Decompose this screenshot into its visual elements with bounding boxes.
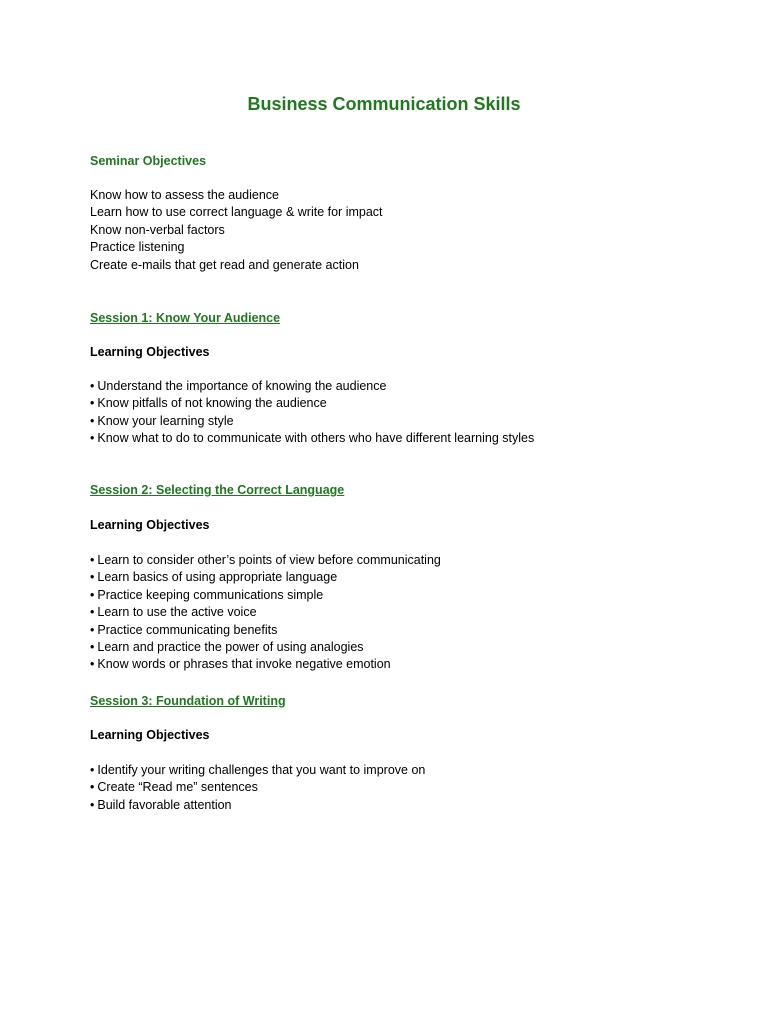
bullet-icon: • xyxy=(90,640,95,655)
bullet-text: Learn to use the active voice xyxy=(97,605,257,620)
session-3-heading-link[interactable]: Session 3: Foundation of Writing xyxy=(90,694,286,708)
session-3-section xyxy=(90,693,730,710)
learning-objectives-heading: Learning Objectives xyxy=(90,518,210,532)
bullet-item xyxy=(90,378,730,395)
session-2-heading-link[interactable]: Session 2: Selecting the Correct Language xyxy=(90,483,345,497)
bullet-text: Know what to do to communicate with others who have different learning styles xyxy=(97,431,535,446)
bullet-text: Identify your writing challenges that you want to improve on xyxy=(97,763,426,777)
learning-objectives-heading: Learning Objectives xyxy=(90,728,210,742)
session-2-section xyxy=(90,482,730,499)
session-3-list xyxy=(90,762,730,814)
bullet-icon: • xyxy=(90,413,95,428)
bullet-text: Know pitfalls of not knowing the audience xyxy=(97,396,327,411)
bullet-item xyxy=(90,762,730,779)
bullet-icon: • xyxy=(90,431,95,446)
bullet-icon: • xyxy=(90,570,95,585)
bullet-text: Practice keeping communications simple xyxy=(97,587,324,602)
bullet-item xyxy=(90,413,730,430)
bullet-icon: • xyxy=(90,763,95,777)
bullet-item xyxy=(90,797,730,814)
bullet-item xyxy=(90,430,730,447)
list-item: Learn how to use correct language & write for impact xyxy=(90,205,383,220)
bullet-item xyxy=(90,656,730,673)
session-1-section xyxy=(90,310,730,327)
session-1-heading-link[interactable]: Session 1: Know Your Audience xyxy=(90,311,281,325)
seminar-objectives-list xyxy=(90,187,730,274)
bullet-icon: • xyxy=(90,587,95,602)
bullet-icon: • xyxy=(90,622,95,637)
bullet-item xyxy=(90,395,730,412)
bullet-text: Build favorable attention xyxy=(97,797,232,812)
bullet-item xyxy=(90,779,730,796)
bullet-text: Know words or phrases that invoke negative emotion xyxy=(97,657,391,672)
session-2-objectives xyxy=(90,517,730,534)
bullet-text: Practice communicating benefits xyxy=(97,622,278,637)
seminar-objectives-section xyxy=(90,153,730,170)
document-title: Business Communication Skills xyxy=(247,94,521,114)
list-item: Create e-mails that get read and generate action xyxy=(90,257,359,272)
bullet-item xyxy=(90,587,730,604)
session-1-list xyxy=(90,378,730,448)
bullet-item xyxy=(90,569,730,586)
list-item: Practice listening xyxy=(90,240,185,255)
bullet-text: Create “Read me” sentences xyxy=(97,780,258,795)
bullet-text: Learn basics of using appropriate language xyxy=(97,570,338,585)
session-1-objectives xyxy=(90,344,730,361)
bullet-icon: • xyxy=(90,657,95,672)
list-item: Know non-verbal factors xyxy=(90,222,225,237)
bullet-item xyxy=(90,639,730,656)
bullet-text: Learn to consider other’s points of view before communicating xyxy=(97,553,441,567)
bullet-icon: • xyxy=(90,780,95,795)
bullet-icon: • xyxy=(90,553,95,567)
bullet-icon: • xyxy=(90,396,95,411)
bullet-text: Know your learning style xyxy=(97,413,234,428)
bullet-icon: • xyxy=(90,379,95,393)
bullet-item xyxy=(90,552,730,569)
bullet-text: Understand the importance of knowing the audience xyxy=(97,379,387,393)
list-item: Know how to assess the audience xyxy=(90,188,280,202)
seminar-objectives-heading: Seminar Objectives xyxy=(90,154,207,168)
learning-objectives-heading: Learning Objectives xyxy=(90,345,210,359)
bullet-item xyxy=(90,604,730,621)
bullet-icon: • xyxy=(90,605,95,620)
session-3-objectives xyxy=(90,727,730,744)
bullet-icon: • xyxy=(90,797,95,812)
session-2-list xyxy=(90,552,730,674)
bullet-item xyxy=(90,622,730,639)
bullet-text: Learn and practice the power of using analogies xyxy=(97,640,364,655)
